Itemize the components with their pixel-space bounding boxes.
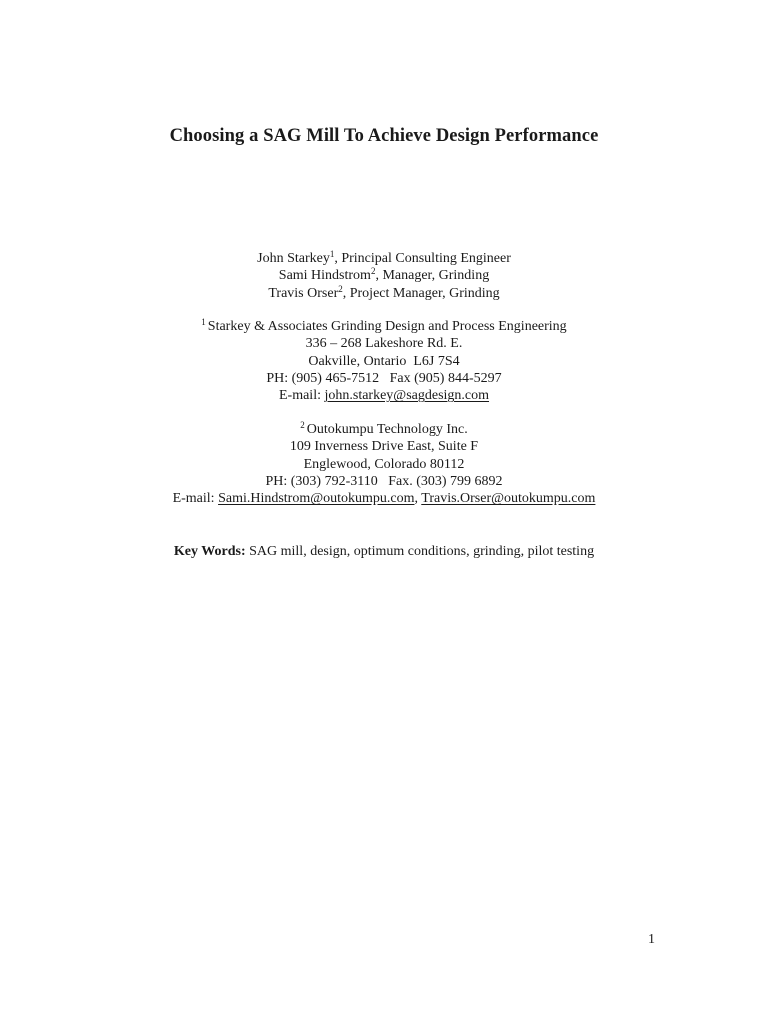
keywords-line [0, 543, 768, 560]
author-line [0, 267, 768, 284]
affiliation-email-line [0, 387, 768, 404]
author-role: , Manager, Grinding [375, 268, 490, 284]
affiliation-address-line: Englewood, Colorado 80112 [303, 456, 465, 472]
email-label: E-mail: [278, 388, 325, 404]
affiliation-org: $^1$ Starkey & Associates Grinding Design and Process Engineering [201, 317, 567, 334]
email-link[interactable]: Sami.Hindstrom@outokumpu.com [218, 491, 415, 507]
author-line [0, 250, 768, 267]
author-role: , Project Manager, Grinding [342, 285, 500, 301]
author-list [0, 250, 768, 302]
affiliation-marker: 2 [300, 420, 305, 430]
affiliation-address-line: 109 Inverness Drive East, Suite F [289, 439, 479, 455]
email-label: E-mail: [172, 491, 219, 507]
author-name: Sami Hindstrom [278, 268, 371, 284]
author-affiliation-marker: 2 [338, 283, 343, 294]
affiliation-address-line: Oakville, Ontario L6J 7S4 [308, 353, 460, 369]
page-number: 1 [648, 932, 655, 947]
paper-title: Choosing a SAG Mill To Achieve Design Performance [169, 126, 599, 146]
author-role: , Principal Consulting Engineer [334, 251, 511, 266]
affiliation-marker: 1 [201, 317, 206, 327]
affiliation-address-line: 336 – 268 Lakeshore Rd. E. [305, 336, 463, 352]
author-name: John Starkey [257, 251, 330, 266]
email-separator: , [414, 491, 422, 507]
affiliation-1 [0, 318, 768, 404]
affiliation-phone: PH: (303) 792-3110 Fax. (303) 799 6892 [265, 473, 503, 489]
affiliation-phone: PH: (905) 465-7512 Fax (905) 844-5297 [266, 370, 502, 386]
affiliation-org: $^2$ Outokumpu Technology Inc. [300, 420, 468, 437]
keywords-text: SAG mill, design, optimum conditions, grinding, pilot testing [245, 544, 595, 559]
email-link[interactable]: Travis.Orser@outokumpu.com [421, 491, 596, 507]
keywords-label: Key Words: [173, 544, 246, 559]
author-affiliation-marker: 2 [370, 266, 376, 277]
author-affiliation-marker: 1 [329, 249, 335, 259]
author-name: Travis Orser [268, 285, 339, 301]
affiliation-email-line [0, 490, 768, 507]
affiliation-2 [0, 421, 768, 507]
email-link[interactable]: john.starkey@sagdesign.com [324, 388, 490, 404]
author-line [0, 285, 768, 302]
